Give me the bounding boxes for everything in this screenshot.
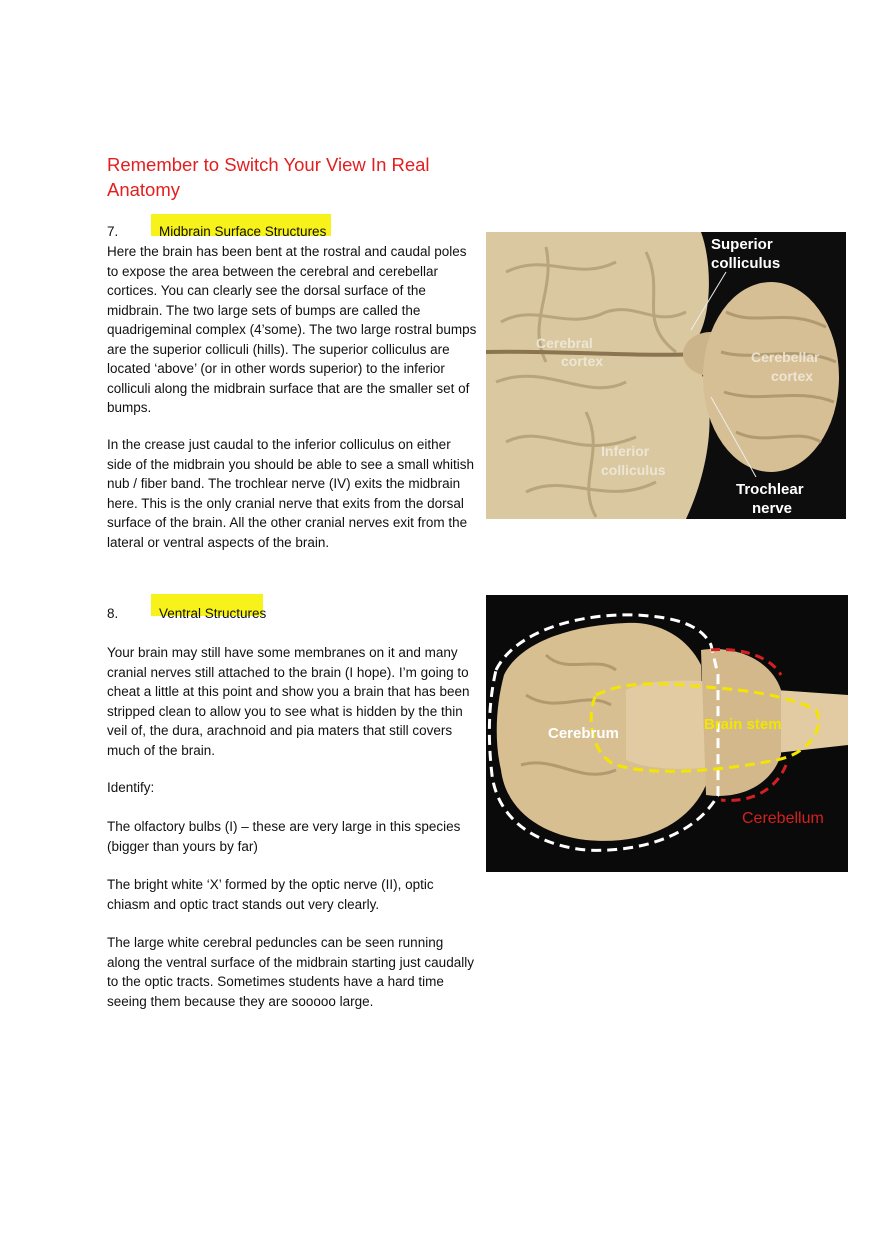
ventral-structures-figure	[486, 595, 848, 872]
label-cerebrum: Cerebrum	[548, 725, 619, 742]
section-8-number: 8.	[107, 606, 119, 621]
section-8-paragraph-4: The bright white ‘X’ formed by the optic nerve (II), optic chiasm and optic tract stands out very clearly.	[107, 877, 434, 912]
label-cerebral-cortex-line2: cortex	[561, 353, 604, 369]
label-inferior-colliculus-line1: Inferior	[601, 443, 650, 459]
label-cerebellum: Cerebellum	[742, 810, 824, 827]
midbrain-surface-figure	[486, 232, 846, 519]
label-trochlear-nerve-line2: nerve	[752, 500, 793, 517]
section-8-paragraph-2: Identify:	[107, 780, 155, 795]
section-7-title: Midbrain Surface Structures	[159, 224, 327, 239]
section-7-paragraph-2: In the crease just caudal to the inferior colliculus on either side of the midbrain you should be able to see a small whitish nub / fiber band. The trochlear nerve (IV) exits the midbrain here. This is the only cranial nerve that exits from the dorsal surface of the brain. All the other cranial nerves exit from the lateral or ventral aspects of the brain.	[107, 437, 474, 550]
label-superior-colliculus-line2: colliculus	[711, 255, 781, 272]
label-brain-stem: Brain stem	[704, 716, 782, 733]
midbrain-surface-image	[486, 232, 846, 519]
section-8-paragraph-1: Your brain may still have some membranes on it and many cranial nerves still attached to the brain (I hope). I’m going to cheat a little at this point and show you a brain that has been stripped clean to allow you to see what is hidden by the thin veil of, the dura, arachnoid and pia maters that still covers much of the brain.	[107, 645, 470, 758]
section-8-paragraph-3: The olfactory bulbs (I) – these are very large in this species (bigger than yours by far)	[107, 819, 461, 854]
section-8-title: Ventral Structures	[159, 606, 267, 621]
ventral-structures-image	[486, 595, 848, 872]
section-8-paragraph-5: The large white cerebral peduncles can be seen running along the ventral surface of the midbrain starting just caudally to the optic tracts. Sometimes students have a hard time seeing them because they are sooooo large.	[107, 935, 474, 1009]
label-inferior-colliculus-line2: colliculus	[601, 462, 666, 478]
label-trochlear-nerve-line1: Trochlear	[736, 481, 804, 498]
page-title: Remember to Switch Your View In Real Anatomy	[107, 154, 430, 200]
label-superior-colliculus-line1: Superior	[711, 236, 773, 253]
label-cerebellar-cortex-line1: Cerebellar	[751, 349, 820, 365]
section-8-heading	[107, 604, 477, 624]
label-cerebellar-cortex-line2: cortex	[771, 368, 814, 384]
section-7-paragraph-1: Here the brain has been bent at the rostral and caudal poles to expose the area between the cerebral and cerebellar cortices. You can clearly see the dorsal surface of the midbrain. The two large sets of bumps are called the quadrigeminal complex (4’some). The two large rostral bumps are the superior colliculi (hills). The superior colliculus are located ‘above’ (or in other words superior) to the inferior colliculi along the midbrain surface that are the smaller set of bumps.	[107, 244, 477, 415]
label-cerebral-cortex-line1: Cerebral	[536, 335, 593, 351]
section-7-heading	[107, 222, 477, 242]
section-7-number: 7.	[107, 224, 119, 239]
